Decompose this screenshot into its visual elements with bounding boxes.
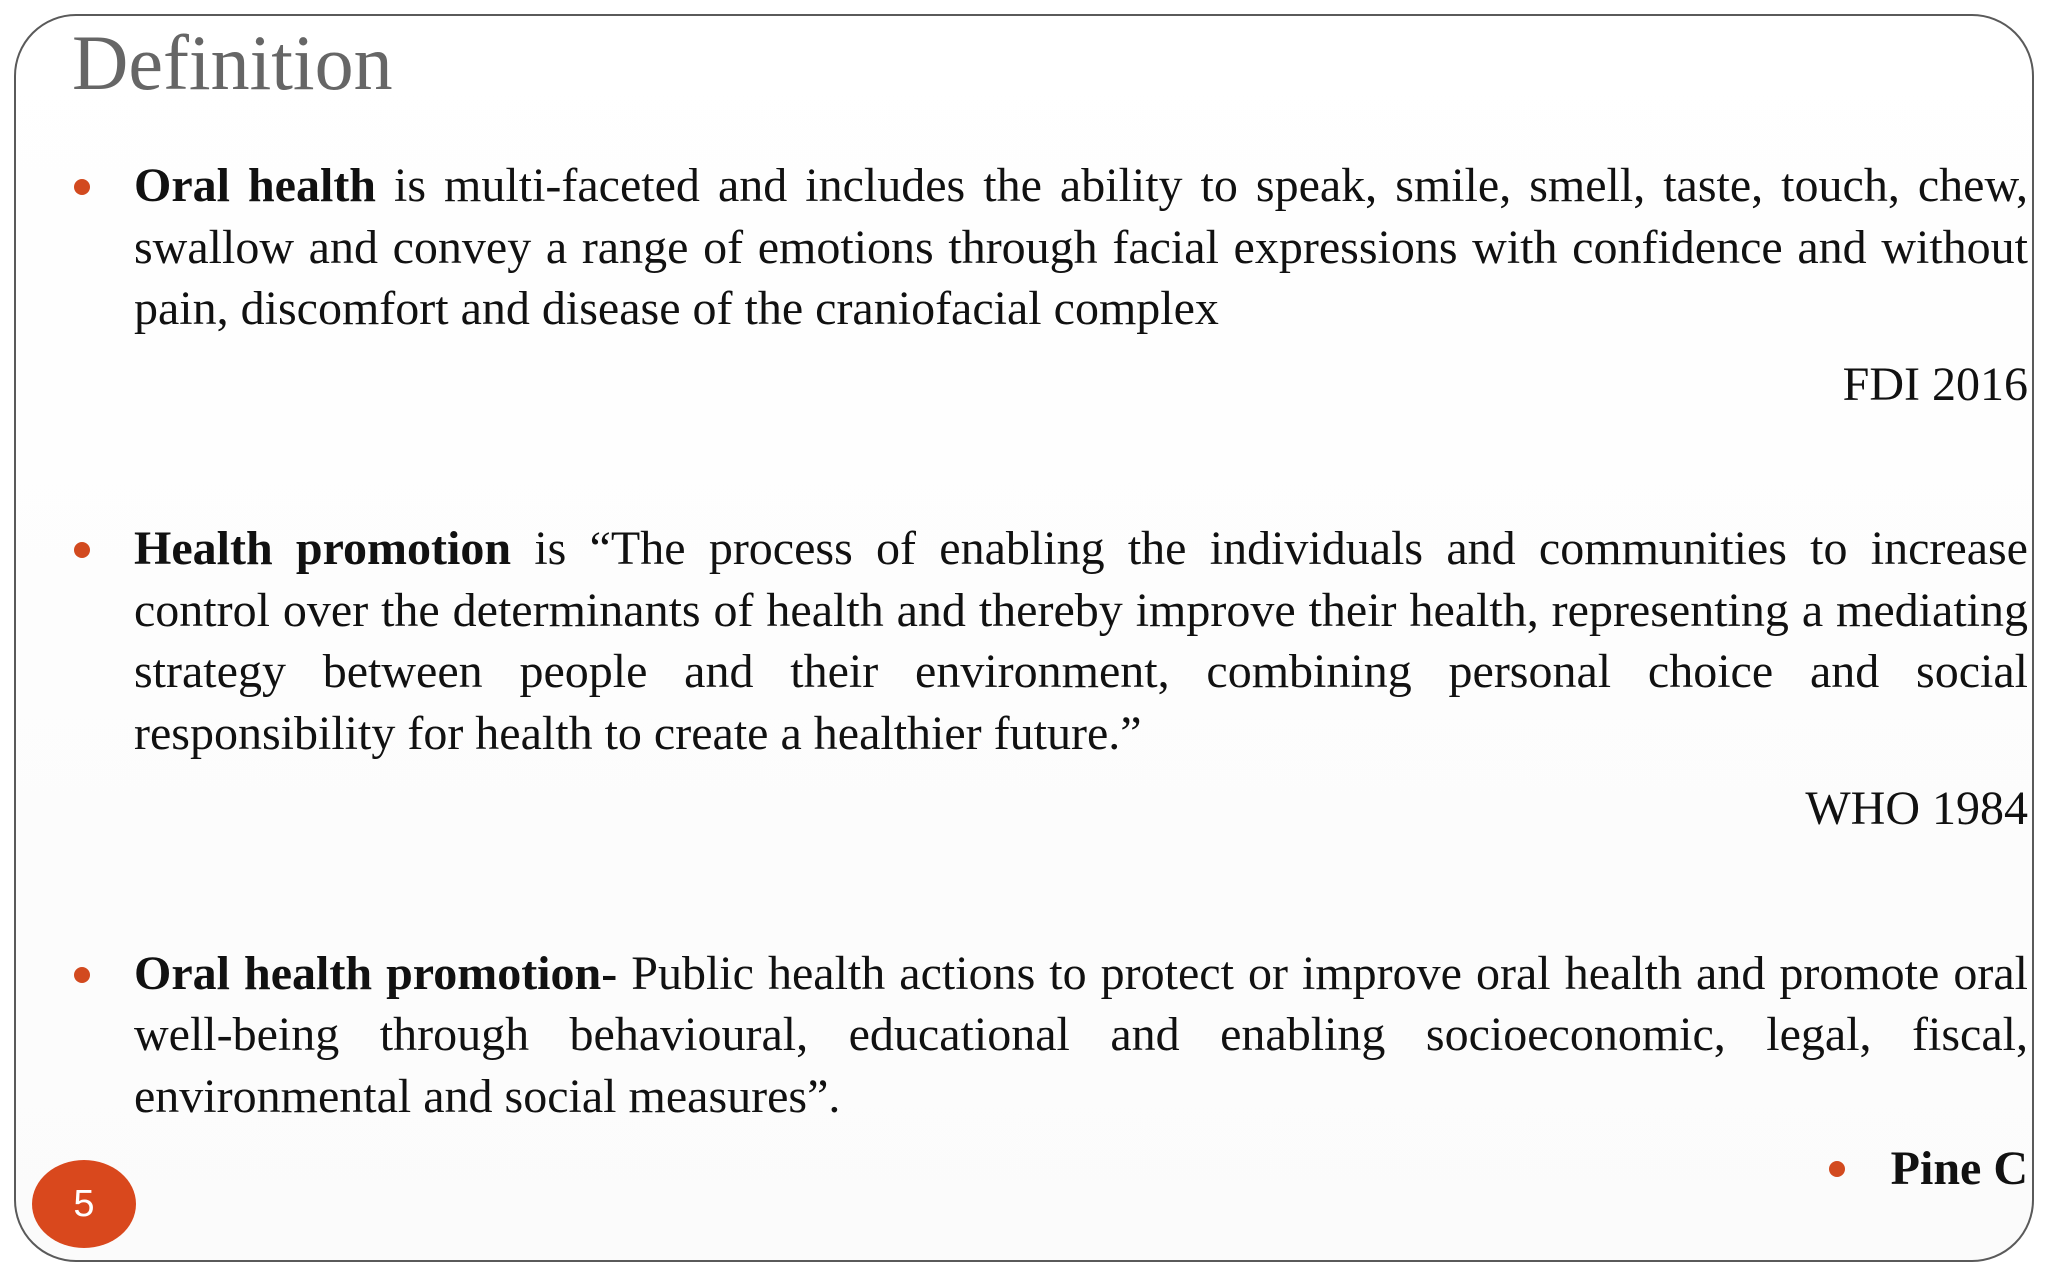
definition-body: Public health actions to protect or improve oral health and promote oral well-being through behavioural, educational and enabling socioeconomic, legal, fiscal, environmental and social measures”. (134, 946, 2028, 1123)
definition-list (72, 155, 2028, 1127)
definition-item-oral-health (72, 155, 2028, 415)
definition-text (134, 155, 2028, 340)
definition-body: is “The process of enabling the individuals and communities to increase control over the determinants of health and thereby improve their health, representing a mediating strategy between people and their environment, combining personal choice and social responsibility for health to create a healthier future.” (134, 522, 2028, 760)
footer-citation (1829, 1138, 2028, 1200)
bullet-icon (1829, 1161, 1845, 1177)
footer-citation-text: Pine C (1890, 1142, 2028, 1195)
definition-source: WHO 1984 (1805, 782, 2028, 835)
definition-term: Health promotion (134, 522, 512, 575)
definition-item-health-promotion (72, 518, 2028, 840)
page-number-badge: 5 (32, 1160, 136, 1248)
definition-item-oral-health-promotion (72, 943, 2028, 1128)
definition-body: is multi-faceted and includes the ability to speak, smile, smell, taste, touch, chew, swallow and convey a range of emotions through facial expressions with confidence and without pain, discomfort and disease of the craniofacial complex (134, 159, 2028, 335)
definition-term: Oral health promotion- (134, 946, 618, 1000)
bullet-icon (74, 542, 90, 558)
slide-title: Definition (72, 19, 393, 106)
definition-source: FDI 2016 (1842, 357, 2028, 411)
definition-term: Oral health (134, 159, 377, 212)
bullet-icon (74, 179, 90, 195)
bullet-icon (74, 967, 90, 983)
definition-text (134, 943, 2028, 1128)
definition-text (134, 518, 2028, 764)
